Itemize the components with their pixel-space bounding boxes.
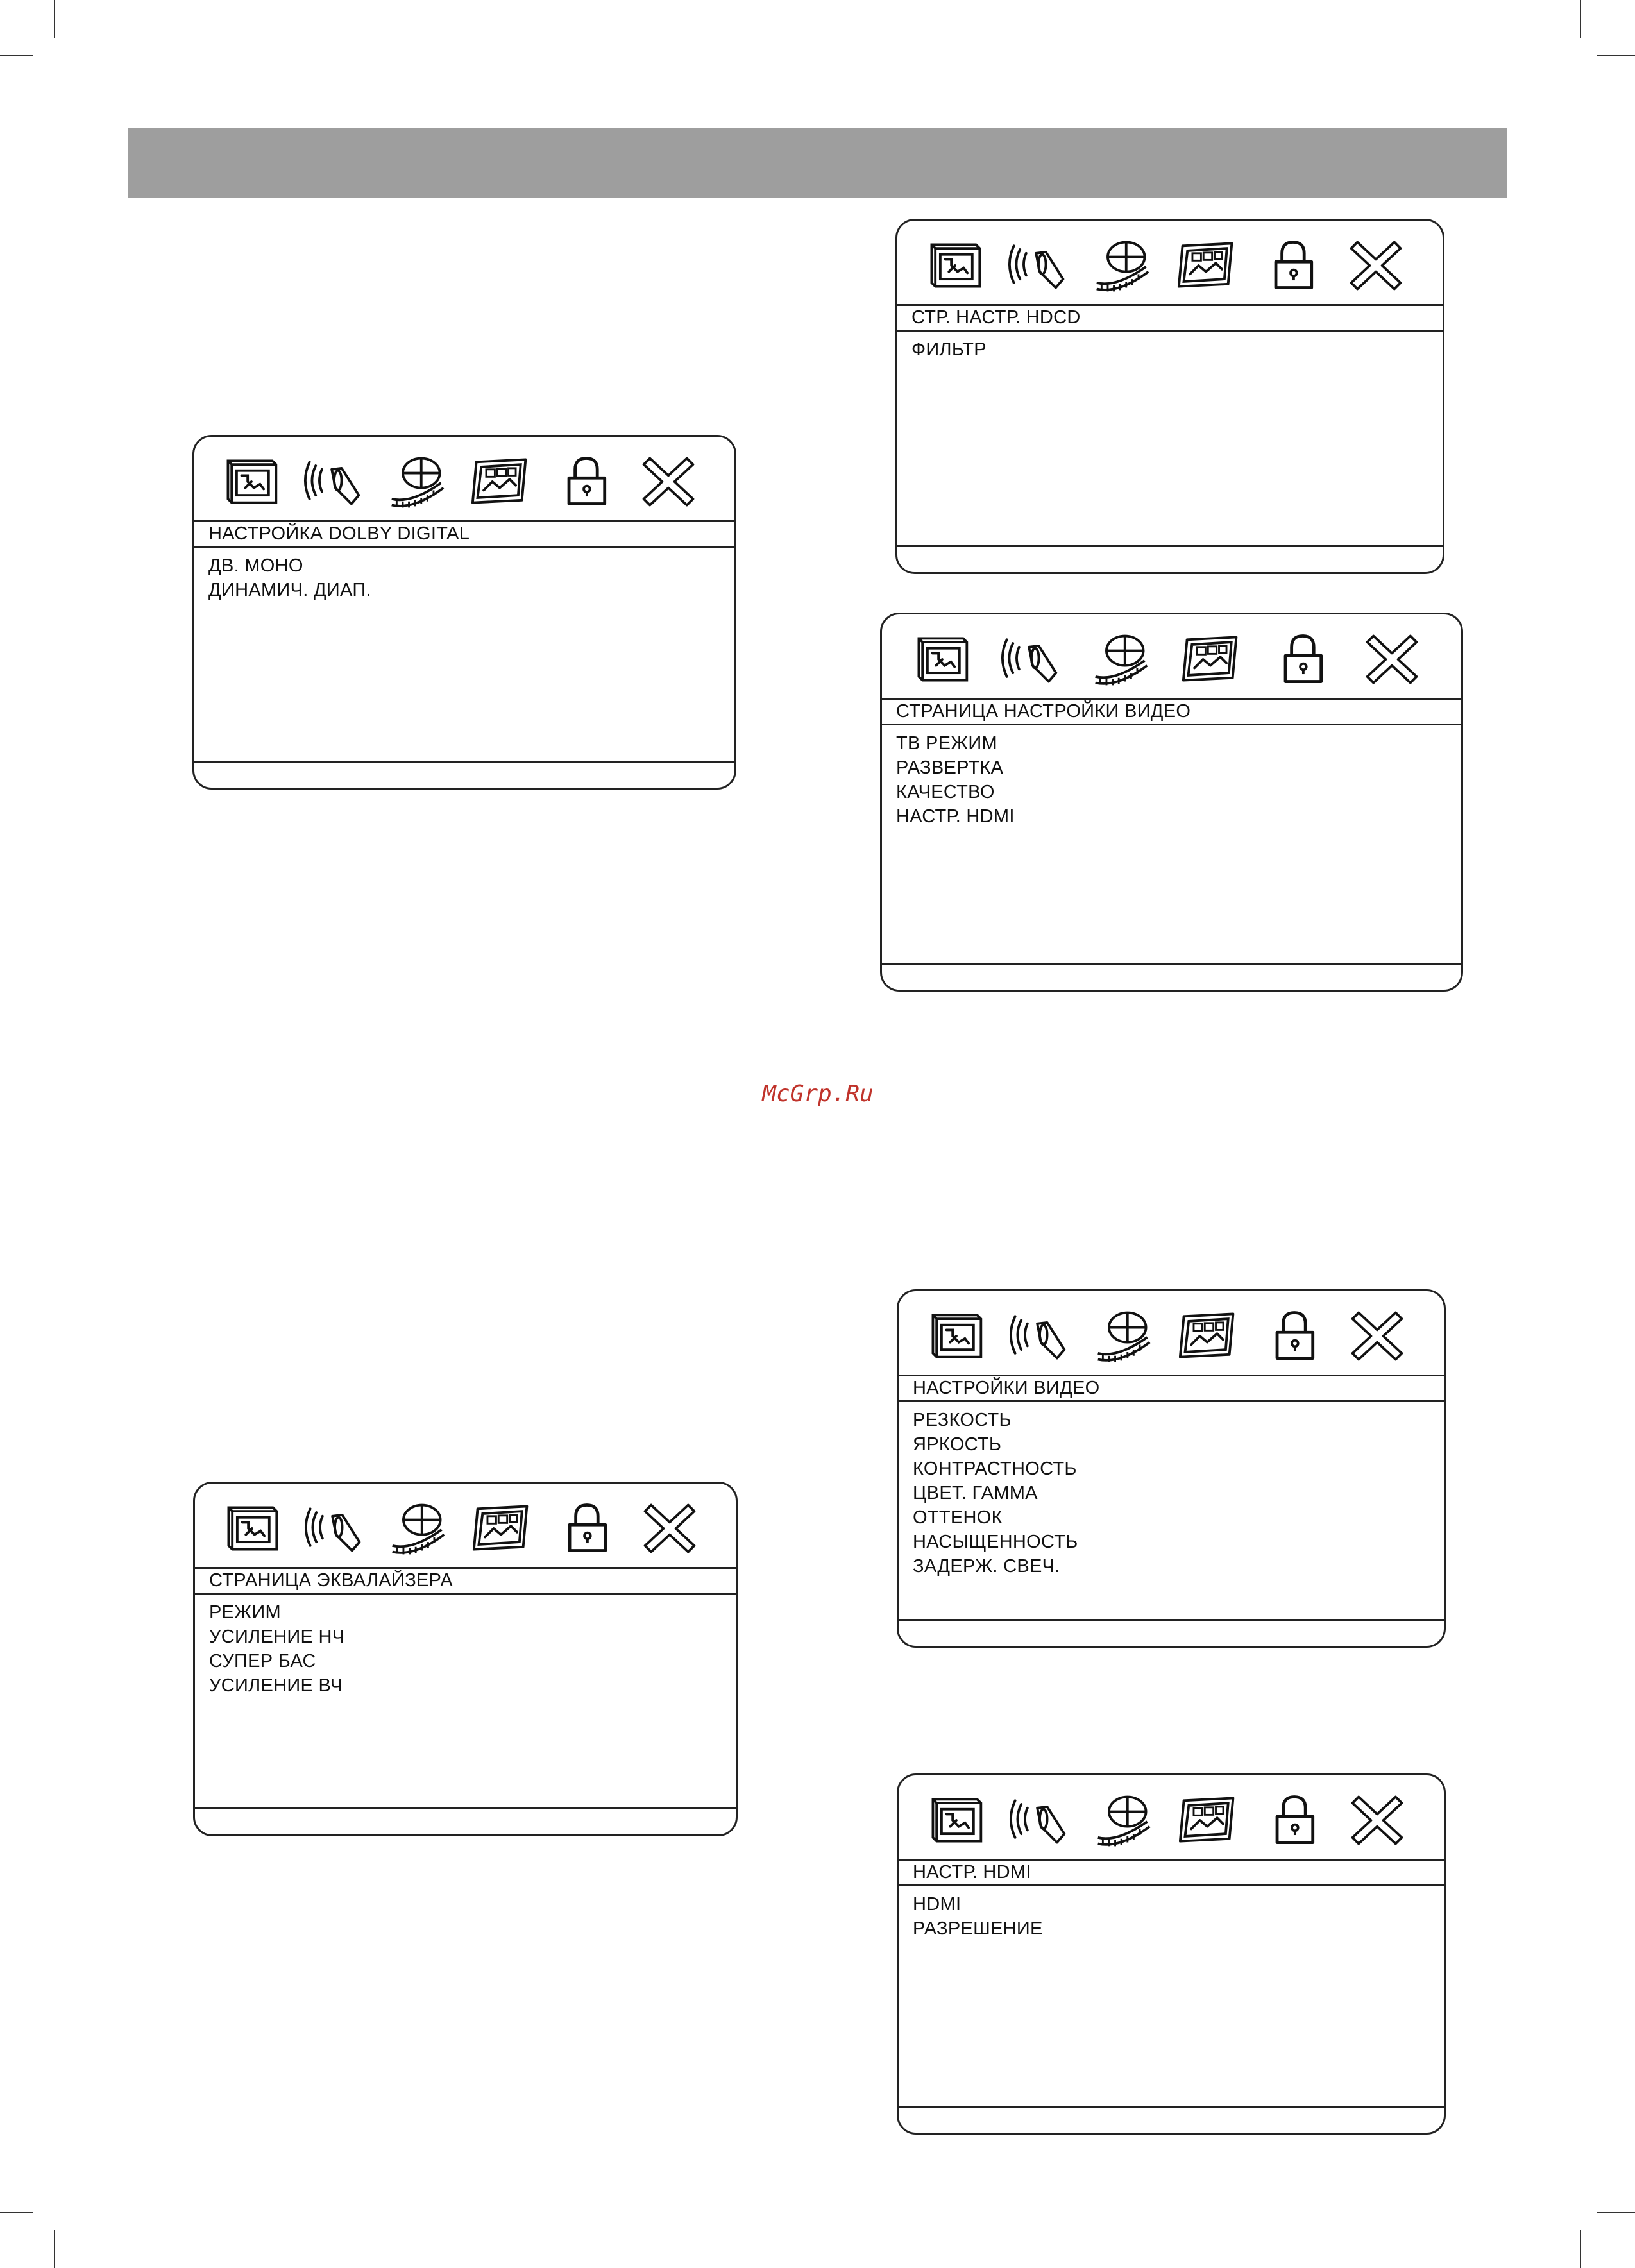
- crop-mark: [54, 0, 55, 38]
- menu-item[interactable]: КАЧЕСТВО: [896, 782, 995, 802]
- crop-mark: [1580, 0, 1581, 38]
- menu-icon-bar: [882, 614, 1461, 699]
- close-icon[interactable]: [638, 451, 699, 512]
- page-title: СТРАНИЦА ЭКВАЛАЙЗЕРА: [209, 1570, 453, 1591]
- page-title: НАСТРОЙКА DOLBY DIGITAL: [208, 523, 470, 544]
- menu-item[interactable]: ЯРКОСТЬ: [913, 1434, 1002, 1455]
- disc-icon[interactable]: [1093, 1790, 1155, 1851]
- menu-item[interactable]: ЗАДЕРЖ. СВЕЧ.: [913, 1556, 1060, 1577]
- menu-list: [896, 731, 1015, 829]
- watermark: McGrp.Ru: [762, 1081, 874, 1107]
- crop-mark: [54, 2230, 55, 2268]
- video-screen-icon[interactable]: [1181, 629, 1242, 690]
- divider: [195, 1593, 736, 1595]
- lock-icon[interactable]: [1262, 1305, 1324, 1367]
- menu-item[interactable]: ТВ РЕЖИМ: [896, 733, 997, 754]
- hdcd-setup-panel: [895, 219, 1444, 574]
- close-icon[interactable]: [1346, 1305, 1408, 1367]
- close-icon[interactable]: [1361, 629, 1423, 690]
- menu-item[interactable]: УСИЛЕНИЕ ВЧ: [209, 1675, 343, 1696]
- page-title: НАСТРОЙКИ ВИДЕО: [913, 1378, 1100, 1398]
- footer-divider: [899, 2106, 1444, 2108]
- page-title: НАСТР. HDMI: [913, 1862, 1031, 1883]
- menu-list: [209, 1600, 344, 1698]
- lock-icon[interactable]: [1262, 1790, 1324, 1851]
- menu-item[interactable]: ДИНАМИЧ. ДИАП.: [208, 580, 371, 600]
- footer-divider: [882, 963, 1461, 965]
- disc-icon[interactable]: [387, 1498, 449, 1559]
- menu-item[interactable]: ЦВЕТ. ГАММА: [913, 1483, 1038, 1503]
- close-icon[interactable]: [1345, 235, 1407, 296]
- crop-mark: [0, 55, 33, 56]
- menu-item[interactable]: РАЗРЕШЕНИЕ: [913, 1918, 1043, 1939]
- menu-item[interactable]: РЕЗКОСТЬ: [913, 1410, 1012, 1430]
- audio-speaker-icon[interactable]: [1008, 235, 1069, 296]
- dolby-digital-setup-panel: [192, 435, 736, 790]
- video-screen-icon[interactable]: [1178, 1305, 1239, 1367]
- audio-speaker-icon[interactable]: [1001, 629, 1062, 690]
- audio-speaker-icon[interactable]: [303, 451, 365, 512]
- setup-icon[interactable]: [924, 1305, 986, 1367]
- menu-item[interactable]: РЕЖИМ: [209, 1602, 281, 1623]
- audio-speaker-icon[interactable]: [304, 1498, 366, 1559]
- disc-icon[interactable]: [1093, 1305, 1155, 1367]
- video-screen-icon[interactable]: [471, 1498, 533, 1559]
- disc-icon[interactable]: [1090, 629, 1152, 690]
- menu-item[interactable]: СУПЕР БАС: [209, 1651, 316, 1671]
- video-screen-icon[interactable]: [1176, 235, 1238, 296]
- menu-item[interactable]: ФИЛЬТР: [911, 339, 987, 360]
- menu-icon-bar: [194, 437, 734, 521]
- menu-item[interactable]: КОНТРАСТНОСТЬ: [913, 1459, 1077, 1479]
- crop-mark: [1597, 2212, 1635, 2213]
- audio-speaker-icon[interactable]: [1009, 1790, 1071, 1851]
- lock-icon[interactable]: [554, 451, 616, 512]
- page-title: СТР. НАСТР. HDCD: [911, 307, 1081, 328]
- menu-icon-bar: [897, 221, 1443, 305]
- video-screen-icon[interactable]: [1178, 1790, 1239, 1851]
- disc-icon[interactable]: [1092, 235, 1153, 296]
- divider: [897, 330, 1443, 332]
- setup-icon[interactable]: [923, 235, 985, 296]
- menu-icon-bar: [195, 1484, 736, 1568]
- menu-icon-bar: [899, 1291, 1444, 1376]
- crop-mark: [1580, 2230, 1581, 2268]
- video-setup-page-panel: [880, 613, 1463, 992]
- equalizer-page-panel: [193, 1482, 738, 1836]
- footer-divider: [194, 761, 734, 763]
- menu-item[interactable]: РАЗВЕРТКА: [896, 757, 1004, 778]
- setup-icon[interactable]: [910, 629, 972, 690]
- divider: [194, 546, 734, 548]
- divider: [882, 724, 1461, 725]
- menu-list: [911, 337, 987, 362]
- audio-speaker-icon[interactable]: [1009, 1305, 1071, 1367]
- hdmi-setup-panel: [897, 1773, 1446, 2135]
- disc-icon[interactable]: [387, 451, 448, 512]
- close-icon[interactable]: [639, 1498, 700, 1559]
- menu-item[interactable]: ДВ. МОНО: [208, 555, 303, 576]
- menu-item[interactable]: НАСЫЩЕННОСТЬ: [913, 1532, 1078, 1552]
- setup-icon[interactable]: [219, 451, 281, 512]
- footer-divider: [897, 545, 1443, 547]
- menu-list: [913, 1408, 1078, 1578]
- setup-icon[interactable]: [924, 1790, 986, 1851]
- menu-item[interactable]: НАСТР. HDMI: [896, 806, 1015, 827]
- footer-divider: [899, 1619, 1444, 1621]
- divider: [899, 1400, 1444, 1402]
- crop-mark: [1597, 55, 1635, 56]
- lock-icon[interactable]: [555, 1498, 616, 1559]
- page-title: СТРАНИЦА НАСТРОЙКИ ВИДЕО: [896, 701, 1191, 722]
- header-bar: [128, 128, 1507, 198]
- menu-item[interactable]: ОТТЕНОК: [913, 1507, 1003, 1528]
- close-icon[interactable]: [1346, 1790, 1408, 1851]
- lock-icon[interactable]: [1261, 235, 1323, 296]
- lock-icon[interactable]: [1271, 629, 1332, 690]
- menu-icon-bar: [899, 1775, 1444, 1860]
- setup-icon[interactable]: [220, 1498, 282, 1559]
- menu-list: [208, 554, 371, 602]
- menu-list: [913, 1892, 1043, 1941]
- footer-divider: [195, 1807, 736, 1809]
- crop-mark: [0, 2212, 33, 2213]
- menu-item[interactable]: УСИЛЕНИЕ НЧ: [209, 1627, 345, 1647]
- divider: [899, 1884, 1444, 1886]
- video-settings-panel: [897, 1289, 1446, 1648]
- menu-item[interactable]: HDMI: [913, 1894, 962, 1915]
- video-screen-icon[interactable]: [470, 451, 532, 512]
